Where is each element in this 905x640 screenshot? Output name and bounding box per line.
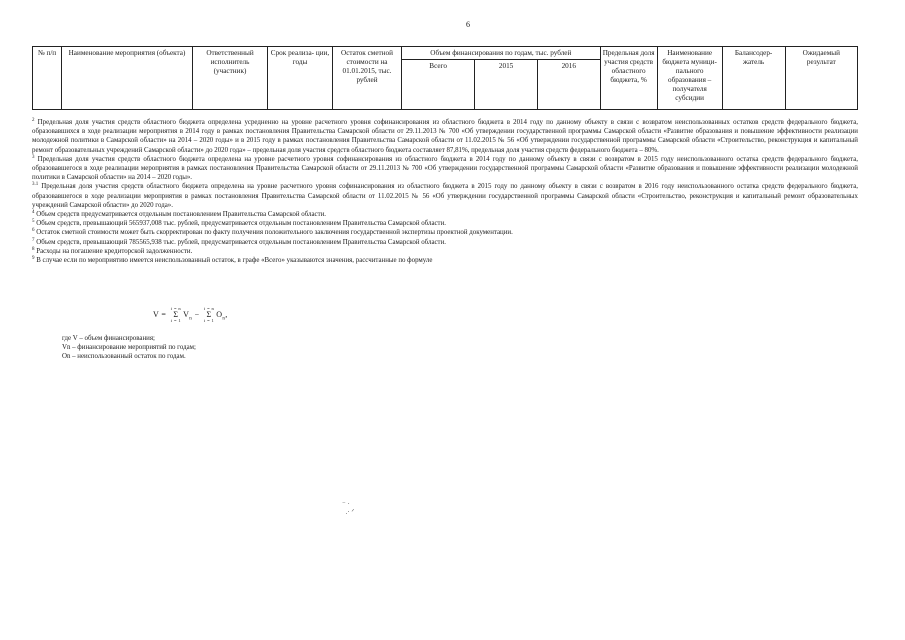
col-remaining-cost: Остаток сметной стоимости на 01.01.2015, тыс. рублей <box>333 47 402 110</box>
footnote-2: $^2$ Предельная доля участия средств областного бюджета определена усредненно на уровне расчетного уровня софинансирования из областного бюджета в 2014 году по данному объекту в связи с возвратом неиспользованных остатков средств федерального бюджета, образовавшихся в ходе реализации мероприятия в 2014 году в рамках постановления Правительства Самарской области от 29.11.2013 № 700 «Об утверждении государственной программы Самарской области «Развитие образования и повышение эффективности реализации молодежной политики в Самарской области» на 2014 – 2020 годы» и в 2015 году в рамках постановления Правительства Самарской области от 11.02.2015 № 56 «Об утверждении государственной программы Самарской области «Строительство, реконструкция и капитальный ремонт образовательных учреждений Самарской области» до 2020 года» – предельная доля участия средств областного бюджета составляет 87,81%, предельная доля участия средств федерального бюджета – 80%. <box>32 118 858 154</box>
footnote-7: $^7$ Объем средств, превышающий 785565,938 тыс. рублей, предусматривается отдельным постановлением Правительства Самарской области. <box>32 237 446 246</box>
col-expected-result: Ожидаемый результат <box>785 47 857 110</box>
legend-line-1: где V – объем финансирования; <box>62 335 155 342</box>
col-share-limit: Предельная доля участия средств областного бюджета, % <box>600 47 657 110</box>
subcol-2016: 2016 <box>537 60 600 110</box>
subcol-2015: 2015 <box>475 60 538 110</box>
footnote-9: $^9$ В случае если по мероприятию имеется неиспользованный остаток, в графе «Всего» указываются значения, рассчитанные по формуле <box>32 256 433 265</box>
footnote-6: $^6$ Остаток сметной стоимости может быть скорректирован по факту получения положительного заключения государственной экспертизы проектной документации. <box>32 228 513 237</box>
col-event-name: Наименование мероприятия (объекта) <box>62 47 193 110</box>
footnote-3-1: $^{3.1}$ Предельная доля участия средств областного бюджета определена на уровне расчетного уровня софинансирования из областного бюджета в 2015 году по данному объекту в связи с возвратом в 2016 году неиспользованного остатка средств федерального бюджета, образовавшегося в ходе реализации мероприятия в рамках постановления Правительства Самарской области от 11.02.2015 № 56 «Об утверждении государственной программы Самарской области «Строительство, реконструкция и капитальный ремонт образовательных учреждений Самарской области» до 2020 года». <box>32 182 858 209</box>
subcol-total: Всего <box>402 60 475 110</box>
col-number: № п/п <box>33 47 62 110</box>
footnote-4: $^4$ Объем средств предусматривается отдельным постановлением Правительства Самарской области. <box>32 210 326 219</box>
legend-line-3: On – неиспользованный остаток по годам. <box>62 353 186 361</box>
col-executor: Ответственный исполнитель (участник) <box>193 47 268 110</box>
formula-minus: − <box>194 309 200 319</box>
col-balance-holder: Балансодер- жатель <box>722 47 785 110</box>
formula-lhs: V = <box>153 309 167 319</box>
formula-sum-2: i = n Σ i = 1 <box>203 306 215 323</box>
footnote-8: $^8$ Расходы на погашение кредиторской задолженности. <box>32 246 193 255</box>
formula-legend <box>62 334 196 362</box>
program-table-header <box>32 46 858 110</box>
footnotes <box>32 118 858 265</box>
legend-line-2: Vn – финансирование мероприятий по годам; <box>62 344 196 352</box>
footnote-5: $^5$ Объем средств, превышающий 565937,008 тыс. рублей, предусматривается отдельным постановлением Правительства Самарской области. <box>32 219 446 228</box>
scan-marks: ⁻ · .· ᐟ <box>342 500 355 516</box>
col-recipient-budget: Наименование бюджета муници- пального образования – получателя субсидии <box>657 47 722 110</box>
formula-term-o: $O_n$ <box>216 309 226 322</box>
page-number: 6 <box>466 20 470 29</box>
col-financing-volume: Объем финансирования по годам, тыс. рублей <box>402 47 601 60</box>
formula-sum-1: i = n Σ i = 1 <box>170 306 182 323</box>
formula: V = i = n Σ i = 1 $V_n$ − i = n Σ i = 1 $O_n$, <box>153 306 228 323</box>
formula-term-v: $V_n$ <box>183 309 193 322</box>
col-term: Срок реализа- ции, годы <box>268 47 333 110</box>
footnote-3: $^3$ Предельная доля участия средств областного бюджета определена на уровне расчетного уровня софинансирования из областного бюджета в 2014 году по данному объекту в связи с возвратом в 2015 году неиспользованного остатка средств федерального бюджета, образовавшегося в ходе реализации мероприятия в рамках постановления Правительства Самарской области от 29.11.2013 № 700 «Об утверждении государственной программы Самарской области «Развитие образования и повышение эффективности реализации молодежной политики в Самарской области» на 2014 – 2020 годы». <box>32 154 858 182</box>
